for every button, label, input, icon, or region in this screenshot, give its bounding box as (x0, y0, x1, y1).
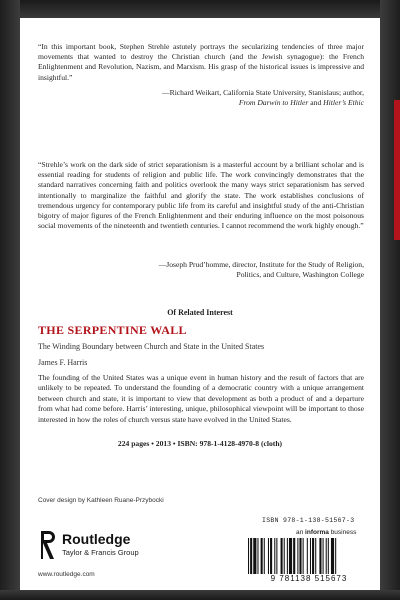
frame-top (0, 0, 400, 18)
related-book-specs: 224 pages • 2013 • ISBN: 978-1-4128-4970-8 (cloth) (117, 439, 283, 448)
routledge-logo-icon (38, 527, 58, 563)
barcode-icon (246, 538, 372, 574)
frame-bottom (0, 590, 400, 600)
review-attribution-1 (38, 88, 364, 108)
publisher-name: Routledge (62, 531, 131, 547)
back-cover (20, 18, 380, 590)
cover-design-credit: Cover design by Kathleen Ruane-Przybocki (38, 497, 164, 504)
attribution-2-line-1: —Joseph Prud’homme, director, Institute for the Study of Religion, (158, 260, 364, 269)
related-interest-heading: Of Related Interest (167, 308, 233, 317)
publisher-group: Taylor & Francis Group (62, 548, 139, 557)
related-book-subtitle: The Winding Boundary between Church and State in the United States (38, 342, 265, 351)
frame-left (0, 0, 20, 600)
related-book-description: The founding of the United States was a unique event in human history and the result of factors that are unlikely to be repeated. To understand the founding of a democratic country with a unique arrangement between church and state, it is important to view that development as both a product of and a departure from what had come before. Harris’ interesting, unique, philosophical viewpoint will be important to those interested in how the roles of church versus state have evolved in the United States. (38, 373, 364, 424)
review-attribution-2 (38, 260, 364, 280)
attribution-1-line-1: —Richard Weikart, California State University, Stanislaus; author, (162, 88, 364, 97)
informa-suffix: business (328, 529, 357, 536)
informa-prefix: an (296, 529, 306, 536)
review-quote-2: “Strehle’s work on the dark side of strict separationism is a masterful account by a brilliant scholar and is essential reading for students of religion and public life. The work convincingly demonstrates that the standard narratives concerning faith and politics overlook the many ways strict separationism has served intentionally to marginalize the faithful and glorify the state. The work establishes conclusions of tremendous urgency for contemporary public life from its careful and insightful study of the anti-Christian bigotry of major figures of the French Enlightenment and their enduring influence on the most poisonous social movements of the nineteenth and twentieth centuries. I cannot recommend the work highly enough.” (38, 160, 364, 231)
attribution-2-line-2: Politics, and Culture, Washington College (236, 270, 364, 280)
book-title-b: Hitler’s Ethic (323, 98, 364, 108)
informa-business (296, 529, 356, 536)
isbn-label: ISBN 978-1-138-51567-3 (262, 517, 355, 524)
and-text: and (308, 98, 324, 108)
barcode-number: 9 781138 515673 (270, 574, 348, 583)
frame-right (380, 0, 400, 600)
review-quote-1: “In this important book, Stephen Strehle astutely portrays the secularizing tendencies of three major movements that wanted to destroy the Christian church (and the Jewish synagogue): the French Enlightenment and Revolution, Nazism, and Marxism. His grasp of the historical issues is impressive and insightful.” (38, 42, 364, 82)
attribution-1-line-2 (38, 98, 364, 108)
informa-name: informa (305, 529, 329, 536)
related-book-author: James F. Harris (38, 358, 88, 367)
related-book-title: THE SERPENTINE WALL (38, 323, 187, 337)
red-spine-tab (394, 100, 400, 240)
publisher-website: www.routledge.com (38, 571, 95, 578)
book-title-a: From Darwin to Hitler (238, 98, 309, 108)
